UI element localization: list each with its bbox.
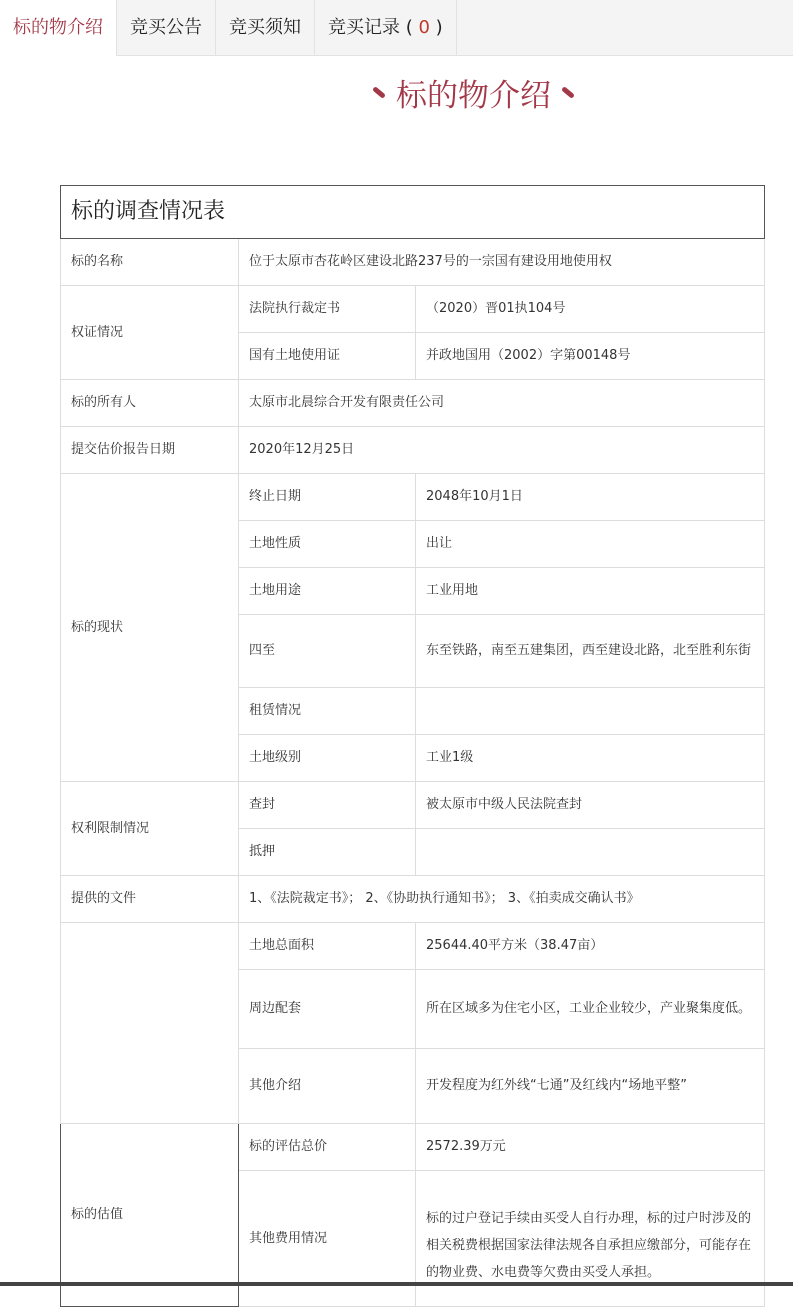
sub-label: 标的评估总价 xyxy=(239,1124,416,1171)
sub-label: 土地级别 xyxy=(239,735,416,782)
row-value: 太原市北晨综合开发有限责任公司 xyxy=(239,380,765,427)
survey-table xyxy=(60,185,765,1307)
table-heading: 标的调查情况表 xyxy=(61,186,765,239)
sub-label: 其他费用情况 xyxy=(239,1171,416,1307)
row-value: 位于太原市杏花岭区建设北路237号的一宗国有建设用地使用权 xyxy=(239,239,765,286)
row-value xyxy=(416,688,765,735)
row-value: 开发程度为红外线“七通”及红线内“场地平整” xyxy=(416,1049,765,1124)
row-value: 被太原市中级人民法院查封 xyxy=(416,782,765,829)
sub-label: 租赁情况 xyxy=(239,688,416,735)
sub-label: 抵押 xyxy=(239,829,416,876)
row-value: 1、《法院裁定书》； 2、《协助执行通知书》； 3、《拍卖成交确认书》 xyxy=(239,876,765,923)
row-label-empty xyxy=(61,923,239,1124)
row-value: 东至铁路，南至五建集团，西至建设北路，北至胜利东街 xyxy=(416,615,765,688)
sub-label: 国有土地使用证 xyxy=(239,333,416,380)
bottom-bar xyxy=(0,1282,793,1286)
row-label: 权利限制情况 xyxy=(61,782,239,876)
row-label: 提供的文件 xyxy=(61,876,239,923)
decor-dash-icon xyxy=(561,86,575,99)
table-row xyxy=(61,286,765,333)
row-label: 标的名称 xyxy=(61,239,239,286)
row-value: 工业1级 xyxy=(416,735,765,782)
row-value: 所在区域多为住宅小区，工业企业较少，产业聚集度低。 xyxy=(416,970,765,1049)
table-row xyxy=(61,474,765,521)
row-label: 标的现状 xyxy=(61,474,239,782)
row-value: 工业用地 xyxy=(416,568,765,615)
sub-label: 周边配套 xyxy=(239,970,416,1049)
tab-announcement[interactable]: 竞买公告 xyxy=(117,0,216,56)
decor-dash-icon xyxy=(372,86,386,99)
sub-label: 土地性质 xyxy=(239,521,416,568)
sub-label: 查封 xyxy=(239,782,416,829)
row-value: 标的过户登记手续由买受人自行办理，标的过户时涉及的相关税费根据国家法律法规各自承担应缴部分，可能存在的物业费、水电费等欠费由买受人承担。 xyxy=(416,1171,765,1307)
table-row xyxy=(61,380,765,427)
row-value: 2572.39万元 xyxy=(416,1124,765,1171)
row-value: 出让 xyxy=(416,521,765,568)
table-row xyxy=(61,876,765,923)
row-value: 2048年10月1日 xyxy=(416,474,765,521)
tab-bar xyxy=(0,0,793,56)
row-value: （2020）晋01执104号 xyxy=(416,286,765,333)
table-row xyxy=(61,782,765,829)
table-row xyxy=(61,239,765,286)
tab-item-intro[interactable]: 标的物介绍 xyxy=(0,0,117,56)
row-value: 2020年12月25日 xyxy=(239,427,765,474)
sub-label: 土地总面积 xyxy=(239,923,416,970)
records-count: 0 xyxy=(418,17,430,38)
sub-label: 终止日期 xyxy=(239,474,416,521)
sub-label: 四至 xyxy=(239,615,416,688)
sub-label: 法院执行裁定书 xyxy=(239,286,416,333)
row-label: 标的估值 xyxy=(61,1124,239,1307)
section-title-text: 标的物介绍 xyxy=(396,78,551,114)
row-value: 25644.40平方米（38.47亩） xyxy=(416,923,765,970)
sub-label: 其他介绍 xyxy=(239,1049,416,1124)
sub-label: 土地用途 xyxy=(239,568,416,615)
row-label: 权证情况 xyxy=(61,286,239,380)
row-value: 并政地国用（2002）字第00148号 xyxy=(416,333,765,380)
section-title xyxy=(372,70,575,115)
row-value xyxy=(416,829,765,876)
table-row xyxy=(61,923,765,970)
table-row xyxy=(61,427,765,474)
table-row xyxy=(61,1124,765,1171)
tab-records[interactable]: 竞买记录 ( 0 ) xyxy=(315,0,457,56)
row-label: 提交估价报告日期 xyxy=(61,427,239,474)
row-label: 标的所有人 xyxy=(61,380,239,427)
tab-notice[interactable]: 竞买须知 xyxy=(216,0,315,56)
tab-records-label: 竞买记录 xyxy=(328,17,400,38)
